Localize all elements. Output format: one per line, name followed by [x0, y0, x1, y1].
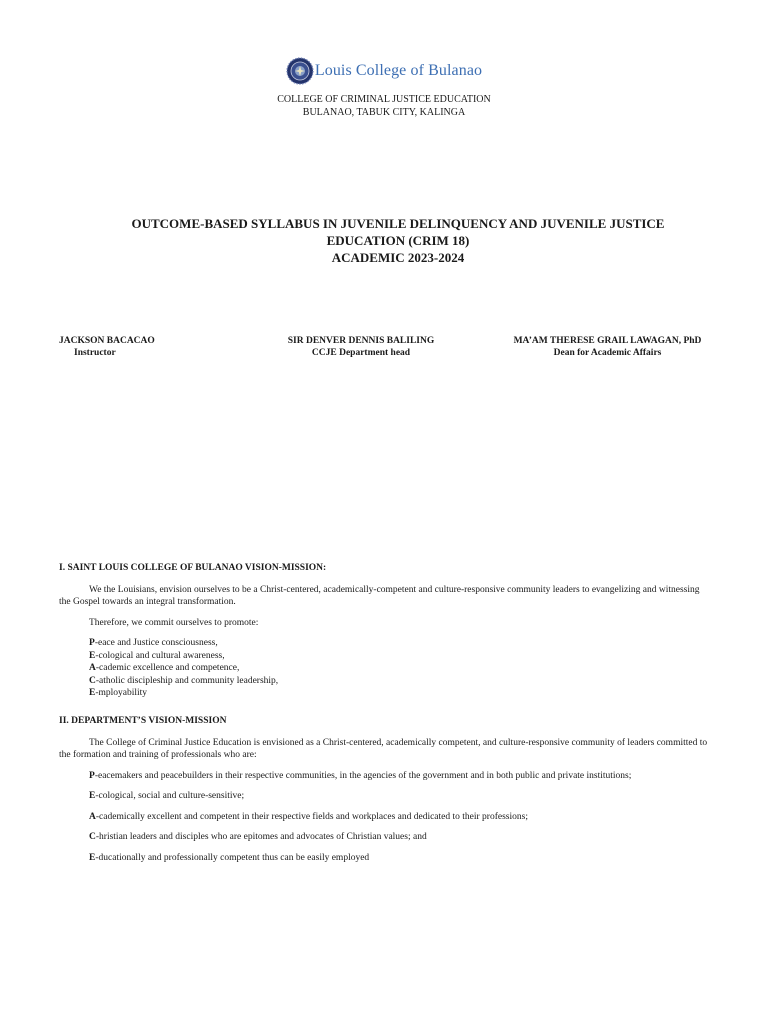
department-vision-mission — [59, 715, 709, 864]
section-heading: II. DEPARTMENT’S VISION-MISSION — [59, 716, 227, 726]
commitment-paragraph: Therefore, we commit ourselves to promote: — [89, 617, 259, 628]
signatory-role: Instructor — [74, 348, 116, 358]
college-seal-icon — [286, 57, 314, 85]
list-item: E-ducationally and professionally competent thus can be easily employed — [89, 852, 370, 863]
vision-paragraph: We the Louisians, envision ourselves to be a Christ-centered, academically-competent and culture-responsive community leaders to evangelizing and witnessing the Gospel towards an integral transformation. — [59, 584, 700, 607]
list-item: P-eace and Justice consciousness, — [89, 638, 218, 648]
peace-list — [59, 637, 709, 700]
list-item: P-eacemakers and peacebuilders in their respective communities, in the agencies of the government and in both public and private institutions; — [89, 770, 632, 781]
college-name: Louis College of Bulanao — [314, 62, 483, 79]
list-item: E-cological, social and culture-sensitive; — [89, 791, 245, 801]
signatory-name: MA’AM THERESE GRAIL LAWAGAN, PhD — [513, 336, 702, 346]
address-line: BULANAO, TABUK CITY, KALINGA — [302, 107, 466, 118]
college-address — [0, 93, 768, 119]
signatory-dean — [505, 335, 710, 359]
signatory-role: CCJE Department head — [311, 348, 411, 358]
signatory-department-head — [285, 335, 437, 359]
department-peace-list — [59, 770, 709, 865]
list-item: E-cological and cultural awareness, — [89, 650, 225, 661]
list-item: C-hristian leaders and disciples who are epitomes and advocates of Christian values; and — [89, 832, 427, 842]
title-line-3: ACADEMIC 2023-2024 — [331, 250, 465, 265]
signatory-name: JACKSON BACACAO — [59, 336, 155, 346]
list-item: C-atholic discipleship and community leadership, — [89, 675, 279, 686]
signatory-instructor — [59, 335, 155, 359]
department-line: COLLEGE OF CRIMINAL JUSTICE EDUCATION — [277, 94, 491, 105]
signatory-name: SIR DENVER DENNIS BALILING — [287, 336, 435, 346]
college-header — [0, 57, 768, 85]
title-line-2: EDUCATION (CRIM 18) — [326, 233, 470, 248]
section-heading: I. SAINT LOUIS COLLEGE OF BULANAO VISION-MISSION: — [59, 563, 327, 573]
department-vision-paragraph: The College of Criminal Justice Education is envisioned as a Christ-centered, academically competent, and culture-responsive community of leaders committed to the formation and training of professionals who are: — [59, 737, 708, 760]
list-item: A-cademic excellence and competence, — [89, 663, 240, 673]
school-vision-mission — [59, 562, 709, 700]
title-line-1: OUTCOME-BASED SYLLABUS IN JUVENILE DELINQUENCY AND JUVENILE JUSTICE — [131, 216, 665, 231]
list-item: E-mployability — [89, 688, 148, 698]
signatory-role: Dean for Academic Affairs — [553, 348, 662, 358]
syllabus-title — [0, 215, 768, 266]
list-item: A-cademically excellent and competent in their respective fields and workplaces and dedicated to their professions; — [89, 811, 528, 822]
